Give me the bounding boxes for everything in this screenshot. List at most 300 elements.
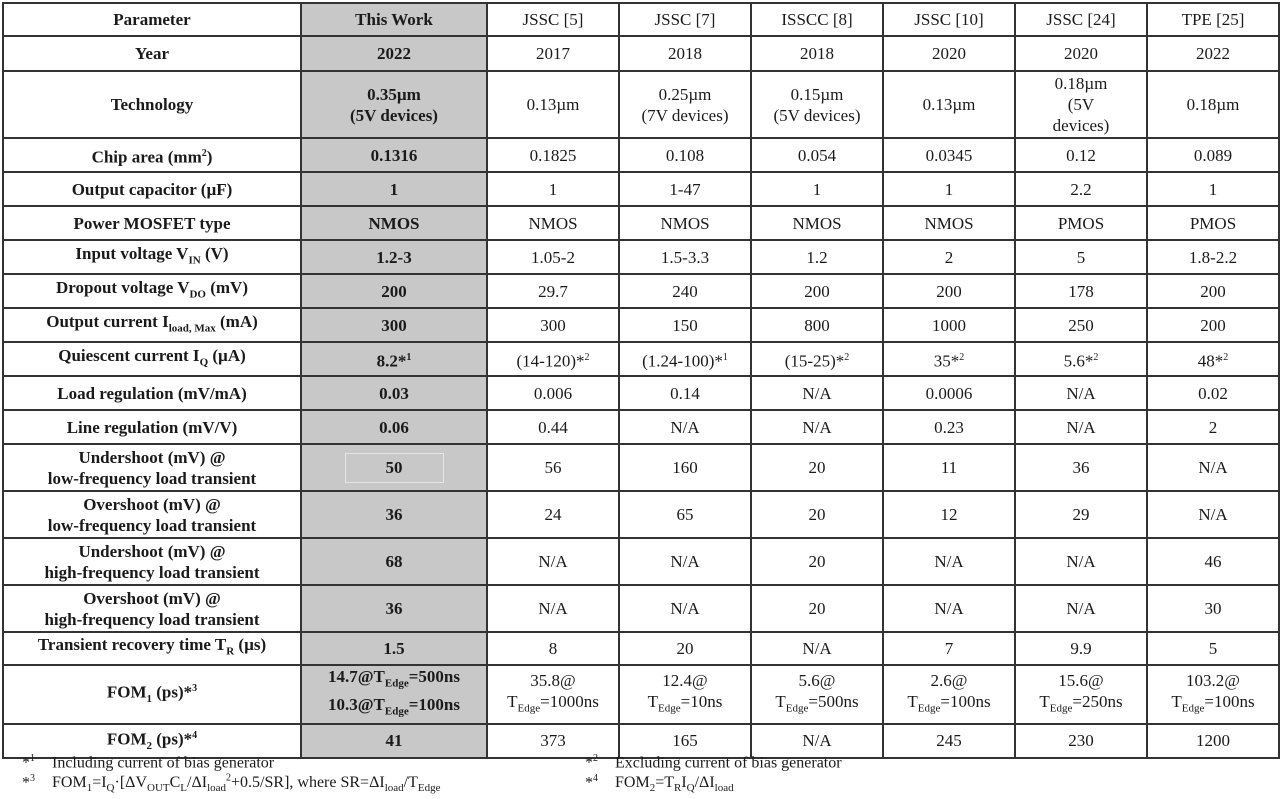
table-cell: 0.1825	[487, 138, 619, 172]
f-sub: OUT	[147, 782, 170, 795]
cell-text: =500ns	[408, 667, 460, 686]
table-cell: 65	[619, 491, 751, 538]
table-cell: N/A	[1015, 585, 1147, 632]
cell-sub: Edge	[384, 677, 409, 690]
table-cell: 0.089	[1147, 138, 1279, 172]
table-cell: 0.054	[751, 138, 883, 172]
this-work-cell	[301, 342, 487, 376]
mark-sup: 3	[30, 773, 35, 784]
label-line: high-frequency load transient	[44, 562, 260, 582]
table-cell	[619, 342, 751, 376]
table-cell: 200	[1147, 308, 1279, 342]
table-cell: 0.108	[619, 138, 751, 172]
f-sub: Edge	[417, 782, 441, 795]
this-work-cell: 0.1316	[301, 138, 487, 172]
label-text: )	[206, 147, 213, 167]
f-part: ·[ΔV	[114, 774, 147, 792]
cell-text: T	[1039, 691, 1050, 711]
table-cell: 1200	[1147, 724, 1279, 758]
table-cell: 2017	[487, 36, 619, 71]
cell-text: 10.3@T	[327, 695, 385, 715]
row-label	[3, 632, 301, 665]
table-cell: 1.8-2.2	[1147, 240, 1279, 274]
mark-text: *	[585, 754, 593, 772]
table-cell: 373	[487, 724, 619, 758]
table-cell: 200	[1147, 274, 1279, 308]
f-sup: 2	[226, 773, 232, 784]
table-cell: N/A	[619, 585, 751, 632]
footnotes	[22, 749, 1272, 795]
label-line: low-frequency load transient	[47, 515, 257, 535]
f-part: +0.5/SR], where SR=ΔI	[231, 774, 385, 792]
label-line: high-frequency load transient	[44, 609, 260, 629]
header-ref: JSSC [7]	[619, 3, 751, 36]
table-cell	[1015, 71, 1147, 138]
label-text: Dropout voltage V	[55, 277, 190, 297]
cell-sub: Edge	[658, 702, 681, 715]
table-cell: 2018	[751, 36, 883, 71]
label-text: (mV)	[205, 277, 248, 297]
row-label: Technology	[3, 71, 301, 138]
cell-text: 35.8@	[530, 670, 576, 690]
table-cell: N/A	[751, 632, 883, 665]
label-sup: 2	[201, 147, 207, 159]
cell-text: T	[1171, 691, 1182, 711]
table-row-dropout-voltage	[3, 274, 1279, 308]
table-cell: 20	[751, 538, 883, 585]
header-ref: TPE [25]	[1147, 3, 1279, 36]
cell-sub: Edge	[785, 702, 809, 715]
cell-text: T	[907, 691, 918, 711]
mark-sup: 1	[30, 753, 35, 764]
cell-text: 48*	[1197, 351, 1224, 371]
row-label: Line regulation (mV/V)	[3, 410, 301, 444]
table-cell: PMOS	[1015, 206, 1147, 240]
table-cell: NMOS	[883, 206, 1015, 240]
table-cell: 250	[1015, 308, 1147, 342]
table-cell: NMOS	[487, 206, 619, 240]
table-cell: N/A	[751, 376, 883, 410]
cell-text: =100ns	[1204, 691, 1255, 711]
f-part: C	[169, 774, 181, 792]
f-part: /ΔI	[187, 774, 208, 792]
row-label	[3, 585, 301, 632]
label-text: Quiescent current I	[58, 345, 200, 365]
header-ref: JSSC [24]	[1015, 3, 1147, 36]
table-row-output-capacitor	[3, 172, 1279, 206]
table-cell: 245	[883, 724, 1015, 758]
table-cell: 300	[487, 308, 619, 342]
table-cell: 2022	[1147, 36, 1279, 71]
row-label	[3, 342, 301, 376]
table-row-undershoot-hf	[3, 538, 1279, 585]
footnote-3	[22, 769, 440, 799]
table-row-mosfet-type	[3, 206, 1279, 240]
formula	[52, 773, 441, 795]
f-part: /ΔI	[694, 774, 715, 792]
f-sub: L	[180, 782, 188, 795]
f-sub: 2	[649, 782, 656, 795]
row-label	[3, 308, 301, 342]
row-label	[3, 665, 301, 724]
f-part: FOM	[52, 774, 87, 792]
f-part: =I	[92, 774, 107, 792]
table-cell: 46	[1147, 538, 1279, 585]
table-cell: 150	[619, 308, 751, 342]
table-cell: 200	[751, 274, 883, 308]
table-cell	[883, 665, 1015, 724]
cell-sub: Edge	[917, 702, 941, 715]
this-work-cell: 36	[301, 585, 487, 632]
cell-line: (7V devices)	[641, 105, 729, 125]
row-label: Power MOSFET type	[3, 206, 301, 240]
label-text: Output current I	[46, 311, 169, 331]
this-work-cell: 1.2-3	[301, 240, 487, 274]
table-row-chip-area	[3, 138, 1279, 172]
header-parameter: Parameter	[3, 3, 301, 36]
label-text: (µs)	[234, 635, 267, 655]
f-sub: Q	[686, 782, 695, 795]
this-work-cell: 2022	[301, 36, 487, 71]
table-cell: 0.13µm	[487, 71, 619, 138]
table-cell: 230	[1015, 724, 1147, 758]
table-cell: N/A	[1147, 491, 1279, 538]
table-cell: N/A	[751, 410, 883, 444]
cell-line: 0.18µm	[1054, 74, 1108, 93]
footnote-ref: 3	[192, 683, 198, 695]
label-sub: 2	[146, 739, 152, 752]
f-part: =T	[655, 774, 674, 792]
f-part: FOM	[615, 774, 650, 792]
this-work-cell: 200	[301, 274, 487, 308]
label-sub: IN	[188, 254, 201, 267]
table-cell: 12	[883, 491, 1015, 538]
table-row-overshoot-lf	[3, 491, 1279, 538]
formula	[615, 774, 734, 795]
table-cell: N/A	[1015, 376, 1147, 410]
cell-text: T	[647, 691, 659, 711]
table-cell: 1.5-3.3	[619, 240, 751, 274]
table-cell: N/A	[1015, 410, 1147, 444]
f-sub: load	[714, 782, 734, 795]
this-work-cell: 1.5	[301, 632, 487, 665]
cell-text: =100ns	[940, 691, 991, 711]
comparison-table-container	[2, 2, 1278, 759]
label-text: Chip area (mm	[91, 147, 202, 167]
this-work-cell: 300	[301, 308, 487, 342]
table-cell: 0.13µm	[883, 71, 1015, 138]
cell-text: 35*	[933, 351, 960, 371]
table-row-load-regulation	[3, 376, 1279, 410]
this-work-cell	[301, 71, 487, 138]
table-cell: N/A	[487, 585, 619, 632]
cell-text: =10ns	[680, 691, 723, 711]
label-text: (ps)*	[152, 683, 193, 703]
header-ref: JSSC [10]	[883, 3, 1015, 36]
f-sub: Q	[106, 782, 115, 795]
label-text: (V)	[200, 243, 229, 263]
cell-text: (15-25)*	[784, 351, 845, 371]
cell-sub: Edge	[384, 705, 409, 718]
cell-sub: Edge	[1049, 702, 1073, 715]
label-text: (µA)	[208, 345, 246, 365]
table-cell: 1.2	[751, 240, 883, 274]
footnote-text: Excluding current of bias generator	[615, 754, 842, 772]
table-cell: 2018	[619, 36, 751, 71]
footnote-ref: 1	[722, 351, 728, 363]
f-sub: R	[673, 782, 682, 795]
this-work-cell: 68	[301, 538, 487, 585]
label-line: low-frequency load transient	[47, 468, 257, 488]
label-text: FOM	[106, 683, 147, 703]
table-cell: 2020	[1015, 36, 1147, 71]
row-label	[3, 444, 301, 491]
table-cell: 1	[1147, 172, 1279, 206]
table-row-overshoot-hf	[3, 585, 1279, 632]
table-cell	[1147, 665, 1279, 724]
cell-text: T	[507, 691, 518, 711]
footnote-ref: 2	[1093, 351, 1099, 363]
mark-text: *	[585, 774, 593, 792]
row-label	[3, 491, 301, 538]
table-cell: N/A	[619, 410, 751, 444]
table-cell	[751, 342, 883, 376]
f-part: /T	[403, 774, 418, 792]
footnote-ref: 2	[959, 351, 965, 363]
table-header-row	[3, 3, 1279, 36]
cell-line: 0.15µm	[790, 84, 844, 104]
table-cell: 1-47	[619, 172, 751, 206]
row-label	[3, 240, 301, 274]
table-cell: 11	[883, 444, 1015, 491]
table-cell: 0.02	[1147, 376, 1279, 410]
label-sub: Q	[199, 356, 209, 369]
table-cell: 1000	[883, 308, 1015, 342]
footnote-ref: 1	[406, 351, 412, 363]
cell-text: =100ns	[408, 695, 460, 715]
table-cell: N/A	[751, 724, 883, 758]
footnote-mark	[22, 769, 52, 792]
cell-text: (1.24-100)*	[642, 351, 723, 371]
cell-text: T	[775, 691, 786, 711]
table-cell	[751, 71, 883, 138]
f-sub: load	[384, 782, 404, 795]
table-cell: 160	[619, 444, 751, 491]
row-label	[3, 538, 301, 585]
table-row-quiescent-current	[3, 342, 1279, 376]
footnote-mark	[585, 769, 615, 792]
cell-text: 5.6*	[1063, 351, 1094, 371]
header-ref: JSSC [5]	[487, 3, 619, 36]
table-cell: 5	[1147, 632, 1279, 665]
mark-sup: 2	[593, 753, 598, 764]
footnote-ref: 4	[192, 729, 198, 741]
cell-text: 12.4@	[662, 670, 708, 690]
table-cell: 1	[883, 172, 1015, 206]
this-work-cell	[301, 665, 487, 724]
table-cell: 29	[1015, 491, 1147, 538]
cell-line: 0.25µm	[658, 84, 712, 104]
this-work-cell: 36	[301, 491, 487, 538]
footnote-ref: 2	[1223, 351, 1229, 363]
table-cell: 200	[883, 274, 1015, 308]
label-line: Undershoot (mV) @	[78, 541, 226, 561]
cell-text: 14.7@T	[327, 667, 385, 686]
footnote-ref: 2	[584, 351, 590, 363]
cell-text: =1000ns	[540, 691, 599, 711]
table-cell: 29.7	[487, 274, 619, 308]
table-cell	[487, 342, 619, 376]
this-work-cell: NMOS	[301, 206, 487, 240]
table-cell: 7	[883, 632, 1015, 665]
table-cell: 2.2	[1015, 172, 1147, 206]
cell-text: 15.6@	[1058, 670, 1104, 690]
mark-sup: 4	[593, 773, 598, 784]
table-cell: 800	[751, 308, 883, 342]
table-cell	[487, 665, 619, 724]
table-cell: N/A	[1147, 444, 1279, 491]
this-work-cell: 0.03	[301, 376, 487, 410]
table-cell	[619, 71, 751, 138]
this-work-cell: 41	[301, 724, 487, 758]
table-row-year	[3, 36, 1279, 71]
label-text: FOM	[106, 729, 147, 749]
footnote-ref: 2	[844, 351, 850, 363]
this-work-cell: 0.06	[301, 410, 487, 444]
table-cell: 0.0006	[883, 376, 1015, 410]
row-label: Output capacitor (µF)	[3, 172, 301, 206]
table-row-undershoot-lf	[3, 444, 1279, 491]
table-cell	[751, 665, 883, 724]
table-cell: 2	[883, 240, 1015, 274]
table-cell	[619, 665, 751, 724]
table-row-line-regulation	[3, 410, 1279, 444]
cell-text: =500ns	[808, 691, 859, 711]
label-text: Input voltage V	[75, 243, 189, 263]
table-cell: 8	[487, 632, 619, 665]
header-ref: ISSCC [8]	[751, 3, 883, 36]
row-label	[3, 274, 301, 308]
comparison-table	[2, 2, 1280, 759]
table-cell: 2	[1147, 410, 1279, 444]
cell-text: =250ns	[1072, 691, 1123, 711]
table-cell: 2020	[883, 36, 1015, 71]
highlight-box: 50	[345, 453, 444, 483]
table-cell	[1015, 665, 1147, 724]
table-row-output-current	[3, 308, 1279, 342]
table-cell: 0.18µm	[1147, 71, 1279, 138]
table-cell: PMOS	[1147, 206, 1279, 240]
label-sub: 1	[146, 693, 152, 706]
cell-line: (5V	[1067, 95, 1095, 114]
table-cell: 240	[619, 274, 751, 308]
table-row-input-voltage	[3, 240, 1279, 274]
table-cell: N/A	[487, 538, 619, 585]
table-cell: 30	[1147, 585, 1279, 632]
cell-line: (5V devices)	[350, 105, 438, 125]
cell-line: (5V devices)	[773, 105, 861, 125]
table-cell: 0.12	[1015, 138, 1147, 172]
footnote-text: Including current of bias generator	[52, 754, 275, 772]
table-cell: 165	[619, 724, 751, 758]
label-line: Overshoot (mV) @	[83, 494, 221, 514]
label-sub: R	[226, 645, 235, 658]
table-cell: 1.05-2	[487, 240, 619, 274]
table-cell: 0.14	[619, 376, 751, 410]
table-cell: 20	[751, 585, 883, 632]
label-text: (mA)	[215, 311, 258, 331]
cell-text: (14-120)*	[516, 351, 585, 371]
row-label: Year	[3, 36, 301, 71]
label-sub: DO	[189, 288, 206, 301]
table-cell: NMOS	[619, 206, 751, 240]
cell-sub: Edge	[517, 702, 541, 715]
table-cell: N/A	[619, 538, 751, 585]
table-cell: NMOS	[751, 206, 883, 240]
mark-text: *	[22, 754, 30, 772]
table-cell: 5	[1015, 240, 1147, 274]
table-cell: N/A	[1015, 538, 1147, 585]
table-cell: 20	[619, 632, 751, 665]
f-sub: 1	[86, 782, 93, 795]
f-sub: load	[207, 782, 227, 795]
table-row-technology	[3, 71, 1279, 138]
table-cell: 36	[1015, 444, 1147, 491]
label-line: Overshoot (mV) @	[83, 588, 221, 608]
table-cell: 178	[1015, 274, 1147, 308]
cell-sub: Edge	[1181, 702, 1205, 715]
table-cell: 0.23	[883, 410, 1015, 444]
header-this-work: This Work	[301, 3, 487, 36]
table-cell: 0.006	[487, 376, 619, 410]
this-work-cell: 1	[301, 172, 487, 206]
table-cell: 24	[487, 491, 619, 538]
cell-text: 5.6@	[798, 670, 836, 690]
table-row-fom1	[3, 665, 1279, 724]
label-text: (ps)*	[152, 729, 193, 749]
table-cell	[1015, 342, 1147, 376]
footnote-row	[22, 749, 1272, 772]
table-cell: 0.0345	[883, 138, 1015, 172]
cell-text: 2.6@	[930, 670, 968, 690]
table-cell: N/A	[883, 538, 1015, 585]
table-row-recovery-time	[3, 632, 1279, 665]
f-part: I	[681, 774, 687, 792]
this-work-cell	[301, 444, 487, 491]
table-cell: 0.44	[487, 410, 619, 444]
table-cell	[883, 342, 1015, 376]
table-cell: 1	[751, 172, 883, 206]
table-cell: 9.9	[1015, 632, 1147, 665]
table-cell: 1	[487, 172, 619, 206]
cell-text: 8.2*	[376, 351, 407, 371]
table-cell: 56	[487, 444, 619, 491]
cell-line: 0.35µm	[367, 84, 421, 104]
footnote-row	[22, 769, 1272, 795]
cell-line: devices)	[1052, 116, 1110, 135]
label-line: Undershoot (mV) @	[78, 447, 226, 467]
table-cell: 20	[751, 491, 883, 538]
table-cell	[1147, 342, 1279, 376]
label-sub: load, Max	[168, 322, 216, 335]
label-text: Transient recovery time T	[37, 635, 227, 655]
footnote-4	[585, 769, 734, 799]
table-cell: 20	[751, 444, 883, 491]
mark-text: *	[22, 774, 30, 792]
row-label	[3, 138, 301, 172]
table-cell: N/A	[883, 585, 1015, 632]
cell-text: 103.2@	[1186, 670, 1240, 690]
